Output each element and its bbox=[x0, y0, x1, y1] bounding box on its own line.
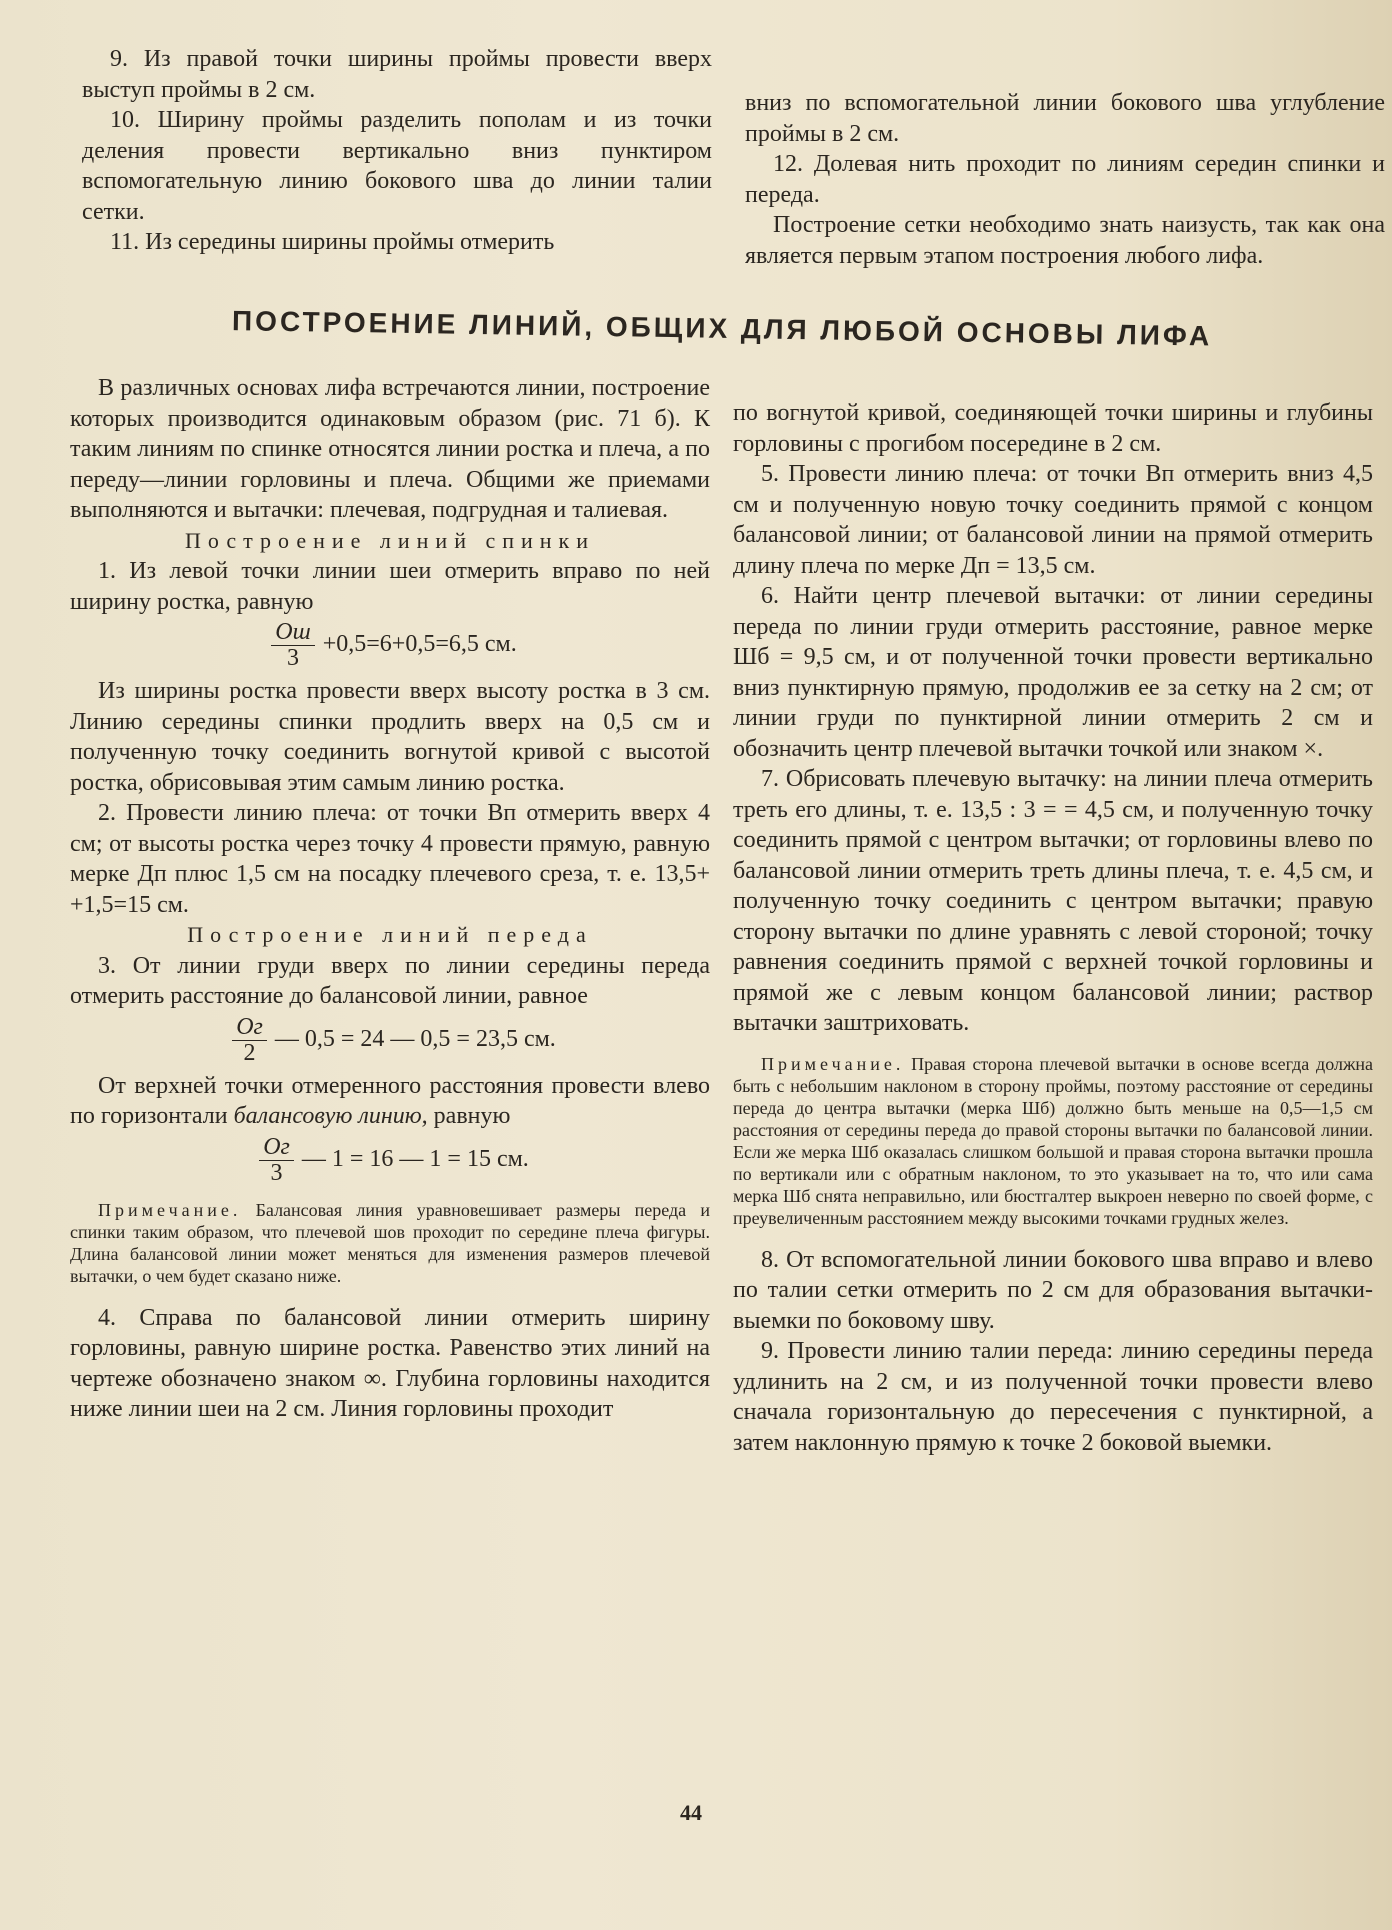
paragraph: 6. Найти центр плечевой вытачки: от линии середины переда по линии груди отмерить расстояние, равное мерке Шб = 9,5 см, и от полученной точки провести вертикально вниз пунктирную прямую, продолжив ее за сетку на 2 см; от линии груди по пунктирной линии отмерить 2 см и обозначить центр плечевой вытачки точкой или знаком ×. bbox=[733, 583, 1373, 762]
fraction-denominator: 2 bbox=[243, 1039, 256, 1066]
paragraph: вниз по вспомогательной линии бокового шва углубление проймы в 2 см. bbox=[745, 90, 1385, 147]
note-balance bbox=[70, 1199, 710, 1287]
paragraph: 12. Долевая нить проходит по линиям середин спинки и переда. bbox=[745, 151, 1385, 208]
left-column bbox=[70, 373, 710, 1425]
paragraph: Построение сетки необходимо знать наизусть, так как она является первым этапом построения любого лифа. bbox=[745, 212, 1385, 269]
fraction-numerator: Ог bbox=[259, 1134, 294, 1161]
intro-paragraph: В различных основах лифа встречаются линии, построение которых производится одинаковым образом (рис. 71 б). К таким линиям по спинке относятся линии ростка и плеча, а по переду—линии горловины и плеча. Общими же приемами выполняются и вытачки: плечевая, подгрудная и талиевая. bbox=[70, 375, 710, 523]
paragraph: 9. Из правой точки ширины проймы провести вверх выступ проймы в 2 см. bbox=[82, 46, 712, 103]
paragraph: 5. Провести линию плеча: от точки Вп отмерить вниз 4,5 см и полученную новую точку соединить прямой с концом балансовой линии; от балансовой линии на прямой отмерить длину плеча по мерке Дп = 13,5 см. bbox=[733, 461, 1373, 579]
formula-1 bbox=[70, 619, 710, 670]
fraction bbox=[259, 1134, 294, 1185]
paragraph: 7. Обрисовать плечевую вытачку: на линии плеча отмерить треть его длины, т. е. 13,5 : 3 = = 4,5 см, и полученную точку соединить прямой с центром вытачки; от горловины влево по балансовой линии отмерить треть длины плеча, т. е. 4,5 см, и полученную точку соединить с центром вытачки; правую сторону вытачки по длине уравнять с левой стороной; точку равнения соединить прямой с верхней точкой горловины и прямой же с левым концом балансовой линии; раствор вытачки заштриховать. bbox=[733, 766, 1373, 1036]
paragraph: по вогнутой кривой, соединяющей точки ширины и глубины горловины с прогибом посередине в 2 см. bbox=[733, 400, 1373, 457]
subheading-back: Построение линий спинки bbox=[184, 527, 596, 553]
paragraph: 3. От линии груди вверх по линии середины переда отмерить расстояние до балансовой линии, равное bbox=[70, 952, 710, 1009]
fraction-numerator: Ог bbox=[232, 1014, 267, 1041]
fraction bbox=[271, 619, 314, 670]
paragraph: 11. Из середины ширины проймы отмерить bbox=[110, 229, 555, 255]
note-text: Правая сторона плечевой вытачки в основе всегда должна быть с небольшим наклоном в сторону проймы, поэтому расстояние от середины переда до центра вытачки (мерка Шб) должно быть меньше на 0,5—1,5 см расстояния от середины переда до правой стороны вытачки по балансовой линии. Если же мерка Шб оказалась слишком большой и правая сторона вытачки прошла по вертикали или с обратным наклоном, то это указывает на то, что или сама мерка Шб снята неправильно, или бюстгалтер выкроен неверно по своей форме, с преувеличенным расстоянием между высокими точками грудных желез. bbox=[733, 1053, 1374, 1228]
right-top-column bbox=[745, 88, 1385, 271]
paragraph: 8. От вспомогательной линии бокового шва вправо и влево по талии сетки отмерить по 2 см для образования вытачки-выемки по боковому шву. bbox=[733, 1246, 1373, 1334]
note-text: Балансовая линия уравновешивает размеры переда и спинки таким образом, что плечевой шов проходит по середине плеча фигуры. Длина балансовой линии может меняться для изменения размеров плечевой вытачки, о чем будет сказано ниже. bbox=[70, 1199, 711, 1286]
formula-text: — 1 = 16 — 1 = 15 см. bbox=[301, 1145, 529, 1172]
fraction-denominator: 3 bbox=[287, 645, 299, 671]
text-run-italic: балансовую линию, bbox=[233, 1103, 428, 1129]
paragraph: 2. Провести линию плеча: от точки Вп отмерить вверх 4 см; от высоты ростка через точку 4 провести прямую, равную мерке Дп плюс 1,5 см на посадку плечевого среза, т. е. 13,5+ +1,5=15 см. bbox=[70, 800, 710, 918]
formula-3 bbox=[70, 1134, 710, 1185]
page-number: 44 bbox=[680, 1800, 702, 1825]
right-column bbox=[733, 398, 1373, 1458]
formula-text: +0,5=6+0,5=6,5 см. bbox=[322, 631, 517, 658]
paragraph: Из ширины ростка провести вверх высоту ростка в 3 см. Линию середины спинки продлить вверх на 0,5 см и полученную точку соединить вогнутой кривой с высотой ростка, обрисовывая этим самым линию ростка. bbox=[70, 678, 710, 796]
paragraph: 4. Справа по балансовой линии отмерить ширину горловины, равную ширине ростка. Равенство этих линий на чертеже обозначено знаком ∞. Глубина горловины находится ниже линии шеи на 2 см. Линия горловины проходит bbox=[70, 1304, 710, 1422]
fraction-denominator: 3 bbox=[270, 1159, 283, 1186]
paragraph: 9. Провести линию талии переда: линию середины переда удлинить на 2 см, и из полученной точки провести влево сначала горизонтальную до пересечения с пунктирной, а затем наклонную прямую к точке 2 боковой выемки. bbox=[733, 1338, 1373, 1456]
formula-2 bbox=[70, 1014, 710, 1065]
paragraph bbox=[70, 1071, 710, 1132]
text-run: От верхней точки отмеренного расстояния провести влево по горизонтали bbox=[70, 1072, 710, 1129]
section-heading: ПОСТРОЕНИЕ ЛИНИЙ, ОБЩИХ ДЛЯ ЛЮБОЙ ОСНОВЫ ЛИФА bbox=[231, 305, 1213, 352]
note-title: Примечание. bbox=[761, 1053, 905, 1074]
note-title: Примечание. bbox=[98, 1199, 242, 1220]
fraction bbox=[232, 1014, 267, 1065]
note-dart bbox=[733, 1053, 1373, 1229]
subheading-front: Построение линий переда bbox=[187, 922, 593, 947]
left-top-column bbox=[82, 44, 712, 258]
text-run: равную bbox=[433, 1103, 511, 1129]
fraction-numerator: Ош bbox=[271, 619, 314, 646]
paragraph: 10. Ширину проймы разделить пополам и из точки деления провести вертикально вниз пунктиром вспомогательную линию бокового шва до линии талии сетки. bbox=[82, 107, 712, 225]
paragraph: 1. Из левой точки линии шеи отмерить вправо по ней ширину ростка, равную bbox=[70, 558, 710, 615]
formula-text: — 0,5 = 24 — 0,5 = 23,5 см. bbox=[274, 1025, 556, 1052]
